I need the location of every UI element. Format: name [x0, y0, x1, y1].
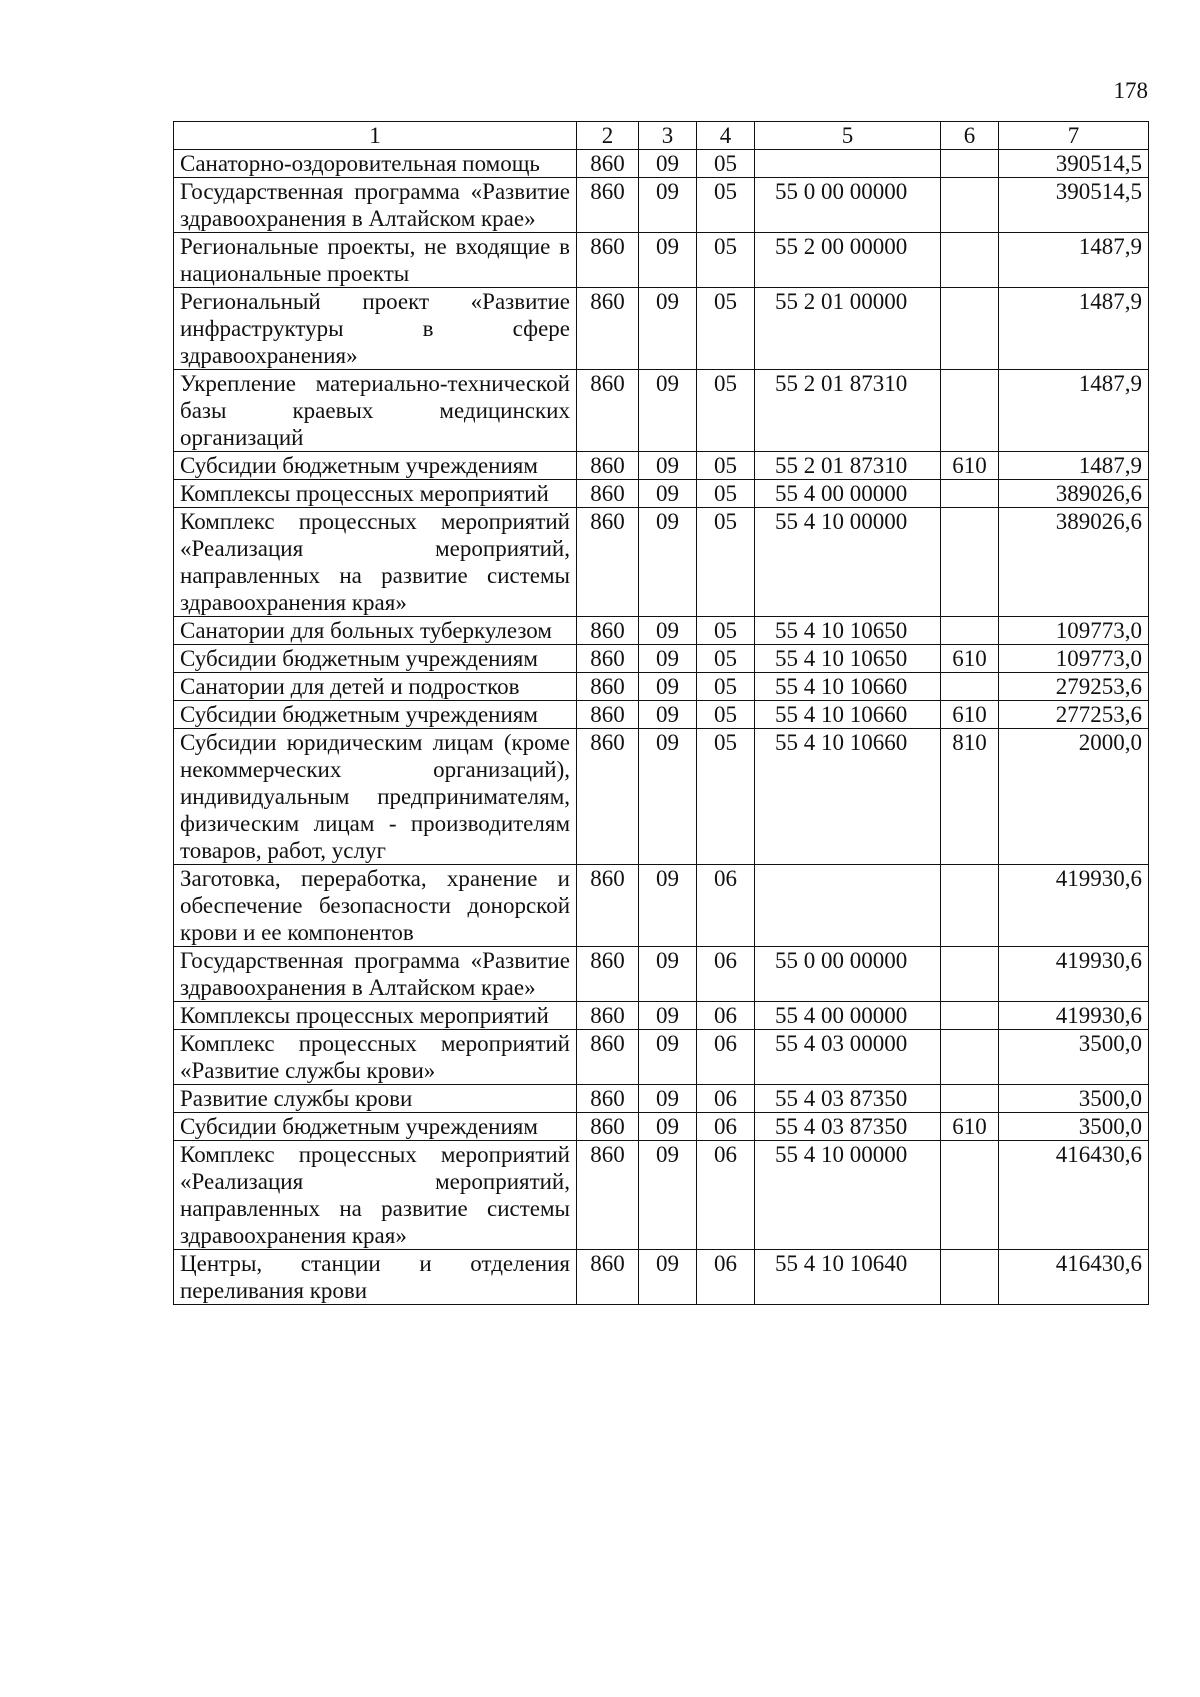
row-sum: 1487,9: [999, 233, 1149, 288]
table-row: [174, 1085, 1149, 1113]
header-col-2: 2: [577, 122, 639, 150]
row-rz: 09: [639, 617, 697, 645]
row-sum: 390514,5: [999, 178, 1149, 233]
row-sum: 419930,6: [999, 1002, 1149, 1030]
row-rz: 09: [639, 1002, 697, 1030]
row-grbs: 860: [577, 645, 639, 673]
row-grbs: 860: [577, 288, 639, 370]
row-name: Комплекс процессных мероприятий «Развитие службы крови»: [174, 1030, 577, 1085]
row-pr: 05: [697, 480, 755, 508]
table-row: [174, 1250, 1149, 1305]
row-grbs: 860: [577, 1250, 639, 1305]
row-rz: 09: [639, 150, 697, 178]
row-vr: [941, 1030, 999, 1085]
row-pr: 05: [697, 701, 755, 729]
row-vr: [941, 288, 999, 370]
row-csr: 55 4 10 00000: [755, 508, 941, 617]
header-col-1: 1: [174, 122, 577, 150]
row-rz: 09: [639, 452, 697, 480]
table-row: [174, 1141, 1149, 1250]
row-pr: 06: [697, 1250, 755, 1305]
row-vr: [941, 233, 999, 288]
row-vr: [941, 1141, 999, 1250]
row-grbs: 860: [577, 1030, 639, 1085]
row-sum: 277253,6: [999, 701, 1149, 729]
table-row: [174, 452, 1149, 480]
row-rz: 09: [639, 947, 697, 1002]
row-grbs: 860: [577, 865, 639, 947]
row-name: Развитие службы крови: [174, 1085, 577, 1113]
row-name: Заготовка, переработка, хранение и обеспечение безопасности донорской крови и ее компонентов: [174, 865, 577, 947]
row-grbs: 860: [577, 1002, 639, 1030]
row-sum: 109773,0: [999, 617, 1149, 645]
row-vr: [941, 178, 999, 233]
table-row: [174, 1030, 1149, 1085]
row-sum: 1487,9: [999, 452, 1149, 480]
row-grbs: 860: [577, 233, 639, 288]
row-sum: 416430,6: [999, 1141, 1149, 1250]
row-vr: [941, 865, 999, 947]
row-pr: 05: [697, 150, 755, 178]
row-grbs: 860: [577, 150, 639, 178]
row-name: Комплексы процессных мероприятий: [174, 1002, 577, 1030]
table-row: [174, 1002, 1149, 1030]
row-pr: 06: [697, 1113, 755, 1141]
row-sum: 1487,9: [999, 370, 1149, 452]
row-csr: 55 2 01 87310: [755, 370, 941, 452]
row-sum: 3500,0: [999, 1030, 1149, 1085]
row-vr: [941, 508, 999, 617]
row-sum: 109773,0: [999, 645, 1149, 673]
page-number: 178: [1113, 78, 1148, 103]
table-row: [174, 947, 1149, 1002]
row-name: Комплекс процессных мероприятий «Реализация мероприятий, направленных на развитие системы здравоохранения края»: [174, 1141, 577, 1250]
row-csr: 55 4 03 00000: [755, 1030, 941, 1085]
row-sum: 279253,6: [999, 673, 1149, 701]
row-csr: 55 4 10 10660: [755, 729, 941, 865]
row-sum: 1487,9: [999, 288, 1149, 370]
row-name: Санатории для больных туберкулезом: [174, 617, 577, 645]
budget-table: [173, 121, 1149, 1305]
row-rz: 09: [639, 288, 697, 370]
row-grbs: 860: [577, 617, 639, 645]
row-csr: 55 4 10 10650: [755, 617, 941, 645]
row-grbs: 860: [577, 452, 639, 480]
table-row: [174, 645, 1149, 673]
row-rz: 09: [639, 865, 697, 947]
row-rz: 09: [639, 1113, 697, 1141]
row-vr: [941, 150, 999, 178]
row-csr: 55 4 10 10660: [755, 673, 941, 701]
row-csr: 55 0 00 00000: [755, 947, 941, 1002]
header-col-5: 5: [755, 122, 941, 150]
header-col-3: 3: [639, 122, 697, 150]
row-name: Субсидии бюджетным учреждениям: [174, 1113, 577, 1141]
header-row: [174, 122, 1149, 150]
row-pr: 05: [697, 673, 755, 701]
row-sum: 3500,0: [999, 1113, 1149, 1141]
row-rz: 09: [639, 729, 697, 865]
row-pr: 05: [697, 508, 755, 617]
row-name: Санаторно-оздоровительная помощь: [174, 150, 577, 178]
row-vr: 810: [941, 729, 999, 865]
row-pr: 05: [697, 288, 755, 370]
row-rz: 09: [639, 1250, 697, 1305]
row-pr: 05: [697, 729, 755, 865]
row-sum: 389026,6: [999, 480, 1149, 508]
row-name: Субсидии бюджетным учреждениям: [174, 645, 577, 673]
row-csr: 55 4 03 87350: [755, 1085, 941, 1113]
table-body: [174, 150, 1149, 1305]
header-col-6: 6: [941, 122, 999, 150]
table-row: [174, 370, 1149, 452]
row-vr: 610: [941, 452, 999, 480]
row-sum: 419930,6: [999, 865, 1149, 947]
row-name: Санатории для детей и подростков: [174, 673, 577, 701]
row-grbs: 860: [577, 178, 639, 233]
row-sum: 3500,0: [999, 1085, 1149, 1113]
table-row: [174, 673, 1149, 701]
row-csr: 55 4 10 00000: [755, 1141, 941, 1250]
row-name: Региональный проект «Развитие инфраструктуры в сфере здравоохранения»: [174, 288, 577, 370]
row-csr: [755, 150, 941, 178]
row-rz: 09: [639, 1141, 697, 1250]
table-row: [174, 865, 1149, 947]
row-pr: 05: [697, 178, 755, 233]
row-grbs: 860: [577, 701, 639, 729]
table-row: [174, 729, 1149, 865]
row-csr: 55 4 10 10660: [755, 701, 941, 729]
row-pr: 06: [697, 1030, 755, 1085]
table-row: [174, 233, 1149, 288]
row-name: Укрепление материально-технической базы краевых медицинских организаций: [174, 370, 577, 452]
row-csr: 55 0 00 00000: [755, 178, 941, 233]
row-csr: 55 4 10 10650: [755, 645, 941, 673]
row-grbs: 860: [577, 508, 639, 617]
row-csr: 55 4 00 00000: [755, 480, 941, 508]
row-rz: 09: [639, 508, 697, 617]
row-vr: [941, 480, 999, 508]
row-name: Региональные проекты, не входящие в национальные проекты: [174, 233, 577, 288]
row-pr: 05: [697, 452, 755, 480]
row-name: Комплексы процессных мероприятий: [174, 480, 577, 508]
row-vr: [941, 1002, 999, 1030]
row-rz: 09: [639, 1030, 697, 1085]
row-rz: 09: [639, 233, 697, 288]
row-pr: 06: [697, 1085, 755, 1113]
row-csr: 55 4 10 10640: [755, 1250, 941, 1305]
row-vr: [941, 370, 999, 452]
row-rz: 09: [639, 178, 697, 233]
row-rz: 09: [639, 673, 697, 701]
row-name: Комплекс процессных мероприятий «Реализация мероприятий, направленных на развитие системы здравоохранения края»: [174, 508, 577, 617]
row-grbs: 860: [577, 1085, 639, 1113]
row-sum: 389026,6: [999, 508, 1149, 617]
table-row: [174, 701, 1149, 729]
row-vr: [941, 1250, 999, 1305]
row-grbs: 860: [577, 729, 639, 865]
row-grbs: 860: [577, 673, 639, 701]
row-vr: 610: [941, 701, 999, 729]
row-csr: 55 2 00 00000: [755, 233, 941, 288]
table-row: [174, 178, 1149, 233]
row-vr: [941, 1085, 999, 1113]
table-row: [174, 1113, 1149, 1141]
row-sum: 390514,5: [999, 150, 1149, 178]
row-rz: 09: [639, 1085, 697, 1113]
header-col-4: 4: [697, 122, 755, 150]
row-grbs: 860: [577, 1113, 639, 1141]
row-pr: 05: [697, 645, 755, 673]
row-sum: 416430,6: [999, 1250, 1149, 1305]
table-row: [174, 617, 1149, 645]
row-grbs: 860: [577, 370, 639, 452]
row-name: Государственная программа «Развитие здравоохранения в Алтайском крае»: [174, 178, 577, 233]
row-name: Государственная программа «Развитие здравоохранения в Алтайском крае»: [174, 947, 577, 1002]
table-row: [174, 508, 1149, 617]
row-rz: 09: [639, 370, 697, 452]
row-pr: 06: [697, 947, 755, 1002]
row-name: Субсидии юридическим лицам (кроме некоммерческих организаций), индивидуальным предпринимателям, физическим лицам - производителям товаров, работ, услуг: [174, 729, 577, 865]
row-vr: [941, 617, 999, 645]
row-grbs: 860: [577, 1141, 639, 1250]
table-row: [174, 150, 1149, 178]
row-vr: [941, 673, 999, 701]
row-rz: 09: [639, 645, 697, 673]
row-csr: 55 2 01 00000: [755, 288, 941, 370]
row-pr: 05: [697, 233, 755, 288]
row-grbs: 860: [577, 480, 639, 508]
row-vr: 610: [941, 1113, 999, 1141]
header-col-7: 7: [999, 122, 1149, 150]
row-grbs: 860: [577, 947, 639, 1002]
row-sum: 2000,0: [999, 729, 1149, 865]
row-vr: 610: [941, 645, 999, 673]
table-row: [174, 288, 1149, 370]
row-pr: 05: [697, 617, 755, 645]
row-rz: 09: [639, 701, 697, 729]
row-csr: 55 4 00 00000: [755, 1002, 941, 1030]
row-csr: [755, 865, 941, 947]
row-pr: 06: [697, 1002, 755, 1030]
row-vr: [941, 947, 999, 1002]
row-name: Субсидии бюджетным учреждениям: [174, 701, 577, 729]
table-row: [174, 480, 1149, 508]
row-csr: 55 2 01 87310: [755, 452, 941, 480]
row-pr: 06: [697, 865, 755, 947]
row-sum: 419930,6: [999, 947, 1149, 1002]
row-rz: 09: [639, 480, 697, 508]
row-name: Центры, станции и отделения переливания крови: [174, 1250, 577, 1305]
row-csr: 55 4 03 87350: [755, 1113, 941, 1141]
row-pr: 05: [697, 370, 755, 452]
row-pr: 06: [697, 1141, 755, 1250]
row-name: Субсидии бюджетным учреждениям: [174, 452, 577, 480]
